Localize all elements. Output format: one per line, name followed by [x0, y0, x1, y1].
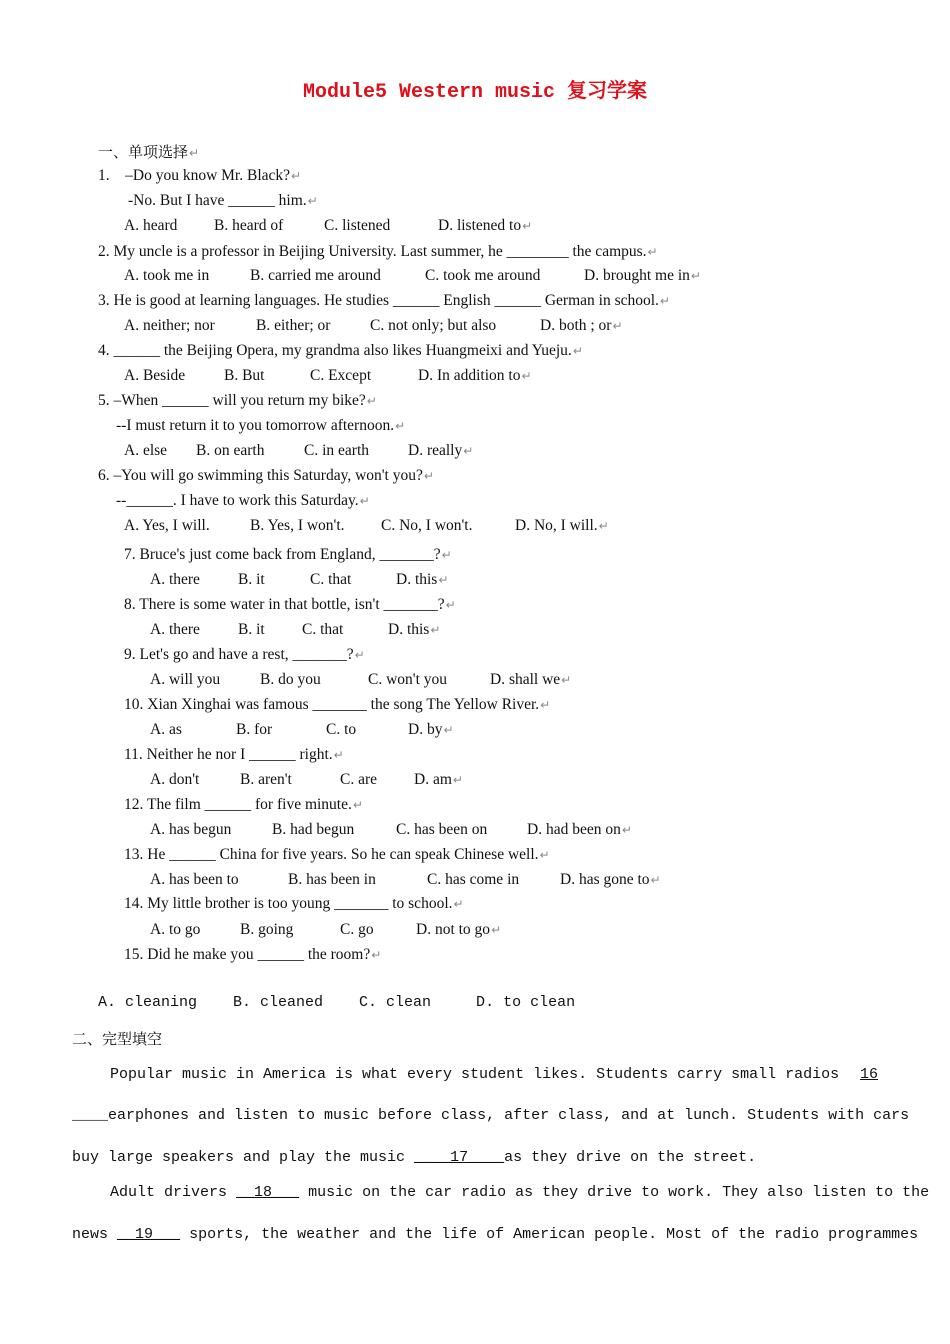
blank-17: ____17____: [414, 1149, 505, 1166]
question-6-option-B: B. Yes, I won't.: [250, 517, 345, 534]
paragraph-mark: ↵: [463, 444, 474, 458]
paragraph-mark: ↵: [359, 494, 370, 508]
question-5-line-2: [116, 416, 405, 436]
question-3-option-C: C. not only; but also: [370, 317, 497, 334]
question-8-option-D: D. this↵: [388, 621, 441, 638]
question-3-option-B: B. either; or: [256, 317, 331, 334]
question-14-option-B: B. going: [240, 921, 294, 938]
cloze-text: buy large speakers and play the music: [72, 1149, 406, 1166]
question-1-option-B: B. heard of: [214, 217, 284, 234]
question-5-option-C: C. in earth: [304, 442, 369, 459]
blank-16: 16: [859, 1066, 878, 1083]
question-11-line-1: [124, 745, 344, 765]
cloze-line-4: [110, 1183, 929, 1203]
question-text: 15. Did he make you ______ the room?: [124, 946, 371, 963]
question-1-option-D: D. listened to↵: [438, 217, 533, 234]
paragraph-mark: ↵: [522, 219, 533, 233]
question-3-option-A: A. neither; nor: [124, 317, 215, 334]
question-10-option-A: A. as: [150, 721, 182, 738]
question-11-option-D: D. am↵: [414, 771, 463, 788]
question-8-option-A: A. there: [150, 621, 200, 638]
blank-19: __19___: [117, 1226, 181, 1243]
question-6-line-1: [98, 466, 434, 486]
question-text: 12. The film ______ for five minute.: [124, 796, 352, 813]
paragraph-mark: ↵: [307, 194, 318, 208]
paragraph-mark: ↵: [443, 723, 454, 737]
question-text: 7. Bruce's just come back from England, _______?: [124, 546, 441, 563]
question-1-line-2: [128, 191, 318, 211]
cloze-text: Adult drivers: [110, 1184, 228, 1201]
paragraph-mark: ↵: [366, 394, 377, 408]
paragraph-mark: ↵: [598, 519, 609, 533]
paragraph-mark: ↵: [647, 245, 658, 259]
question-13-line-1: [124, 845, 550, 865]
question-9-line-1: [124, 645, 365, 665]
question-text: 13. He ______ China for five years. So he can speak Chinese well.: [124, 846, 539, 863]
question-text: --I must return it to you tomorrow afternoon.: [116, 417, 395, 434]
question-5-line-1: [98, 391, 377, 411]
paragraph-mark: ↵: [430, 623, 441, 637]
question-3-line-1: [98, 291, 670, 311]
question-15-line-1: [124, 945, 381, 965]
question-10-option-C: C. to: [326, 721, 357, 738]
paragraph-mark: ↵: [621, 823, 632, 837]
paragraph-mark: ↵: [690, 269, 701, 283]
paragraph-mark: ↵: [371, 948, 382, 962]
paragraph-mark: ↵: [650, 873, 661, 887]
question-9-option-C: C. won't you: [368, 671, 448, 688]
cloze-line-1: [110, 1065, 878, 1085]
question-11-option-B: B. aren't: [240, 771, 292, 788]
question-5-option-A: A. else: [124, 442, 168, 459]
question-text: 14. My little brother is too young _______ to school.: [124, 895, 453, 912]
question-text: 6. –You will go swimming this Saturday, won't you?: [98, 467, 423, 484]
question-text: 5. –When ______ will you return my bike?: [98, 392, 366, 409]
question-4-line-1: [98, 341, 583, 361]
question-12-option-A: A. has begun: [150, 821, 232, 838]
question-10-option-D: D. by↵: [408, 721, 454, 738]
question-9-option-A: A. will you: [150, 671, 221, 688]
paragraph-mark: ↵: [333, 748, 344, 762]
question-2-option-C: C. took me around: [425, 267, 541, 284]
question-12-line-1: [124, 795, 363, 815]
cloze-line-2: ____earphones and listen to music before class, after class, and at lunch. Students with cars: [72, 1107, 910, 1124]
question-7-option-B: B. it: [238, 571, 265, 588]
question-4-option-D: D. In addition to↵: [418, 367, 532, 384]
question-2-option-B: B. carried me around: [250, 267, 381, 284]
question-13-option-B: B. has been in: [288, 871, 376, 888]
question-13-option-D: D. has gone to↵: [560, 871, 661, 888]
question-2-option-D: D. brought me in↵: [584, 267, 701, 284]
paragraph-mark: ↵: [445, 598, 456, 612]
paragraph-mark: ↵: [438, 573, 449, 587]
question-1-option-A: A. heard: [124, 217, 178, 234]
question-13-option-C: C. has come in: [427, 871, 520, 888]
question-3-option-D: D. both ; or↵: [540, 317, 623, 334]
cloze-line-3: [72, 1148, 756, 1168]
paragraph-mark: ↵: [395, 419, 406, 433]
question-2-option-A: A. took me in: [124, 267, 210, 284]
paragraph-mark: ↵: [491, 923, 502, 937]
paragraph-mark: ↵: [561, 673, 572, 687]
paragraph-mark: ↵: [453, 897, 464, 911]
page-title: Module5 Western music 复习学案: [302, 81, 648, 104]
question-7-option-C: C. that: [310, 571, 352, 588]
question-11-option-C: C. are: [340, 771, 378, 788]
cloze-text: music on the car radio as they drive to work. They also listen to the: [308, 1184, 930, 1201]
question-text: 1. –Do you know Mr. Black?: [98, 167, 291, 184]
question-text: 10. Xian Xinghai was famous _______ the song The Yellow River.: [124, 696, 540, 713]
cloze-text: news: [72, 1226, 109, 1243]
question-12-option-D: D. had been on↵: [527, 821, 632, 838]
question-5-option-D: D. really↵: [408, 442, 474, 459]
question-6-option-C: C. No, I won't.: [381, 517, 473, 534]
paragraph-mark: ↵: [572, 344, 583, 358]
cloze-text: Popular music in America is what every student likes. Students carry small radios: [110, 1066, 840, 1083]
question-4-option-B: B. But: [224, 367, 265, 384]
question-6-option-A: A. Yes, I will.: [124, 517, 210, 534]
question-text: -No. But I have ______ him.: [128, 192, 307, 209]
cloze-line-5: [72, 1225, 918, 1245]
cloze-text: sports, the weather and the life of American people. Most of the radio programmes: [189, 1226, 919, 1243]
paragraph-mark: ↵: [291, 169, 302, 183]
question-8-option-B: B. it: [238, 621, 265, 638]
question-8-line-1: [124, 595, 456, 615]
question-11-option-A: A. don't: [150, 771, 200, 788]
question-text: 8. There is some water in that bottle, isn't _______?: [124, 596, 445, 613]
paragraph-mark: ↵: [352, 798, 363, 812]
question-7-line-1: [124, 545, 452, 565]
question-9-option-B: B. do you: [260, 671, 321, 688]
question-14-option-C: C. go: [340, 921, 374, 938]
question-text: 9. Let's go and have a rest, _______?: [124, 646, 354, 663]
paragraph-mark: ↵: [452, 773, 463, 787]
q15-options: A. cleaning B. cleaned C. clean D. to clean: [98, 994, 576, 1011]
section-heading-cloze: 二、完型填空: [72, 1030, 163, 1048]
paragraph-mark: ↵: [659, 294, 670, 308]
question-5-option-B: B. on earth: [196, 442, 265, 459]
question-6-line-2: [116, 491, 370, 511]
question-10-option-B: B. for: [236, 721, 273, 738]
paragraph-mark: ↵: [441, 548, 452, 562]
question-4-option-A: A. Beside: [124, 367, 186, 384]
question-7-option-A: A. there: [150, 571, 200, 588]
question-text: 3. He is good at learning languages. He studies ______ English ______ German in school.: [98, 292, 659, 309]
question-14-option-A: A. to go: [150, 921, 201, 938]
question-12-option-C: C. has been on: [396, 821, 488, 838]
question-14-option-D: D. not to go↵: [416, 921, 502, 938]
paragraph-mark: ↵: [540, 698, 551, 712]
question-text: 11. Neither he nor I ______ right.: [124, 746, 333, 763]
question-1-line-1: [98, 166, 301, 186]
section-heading-multiple-choice: 一、单项选择↵: [98, 143, 200, 161]
question-14-line-1: [124, 894, 464, 914]
question-text: --______. I have to work this Saturday.: [116, 492, 359, 509]
question-6-option-D: D. No, I will.↵: [515, 517, 609, 534]
question-7-option-D: D. this↵: [396, 571, 449, 588]
question-9-option-D: D. shall we↵: [490, 671, 572, 688]
question-text: 2. My uncle is a professor in Beijing University. Last summer, he ________ the campus.: [98, 243, 647, 260]
paragraph-mark: ↵: [423, 469, 434, 483]
question-4-option-C: C. Except: [310, 367, 372, 384]
question-8-option-C: C. that: [302, 621, 344, 638]
question-text: 4. ______ the Beijing Opera, my grandma also likes Huangmeixi and Yueju.: [98, 342, 572, 359]
question-1-option-C: C. listened: [324, 217, 391, 234]
question-13-option-A: A. has been to: [150, 871, 239, 888]
blank-18: __18___: [236, 1184, 300, 1201]
paragraph-mark: ↵: [612, 319, 623, 333]
question-12-option-B: B. had begun: [272, 821, 355, 838]
paragraph-mark: ↵: [354, 648, 365, 662]
cloze-text: as they drive on the street.: [504, 1149, 757, 1166]
paragraph-mark: ↵: [521, 369, 532, 383]
question-2-line-1: [98, 242, 658, 262]
question-10-line-1: [124, 695, 550, 715]
paragraph-mark: ↵: [539, 848, 550, 862]
